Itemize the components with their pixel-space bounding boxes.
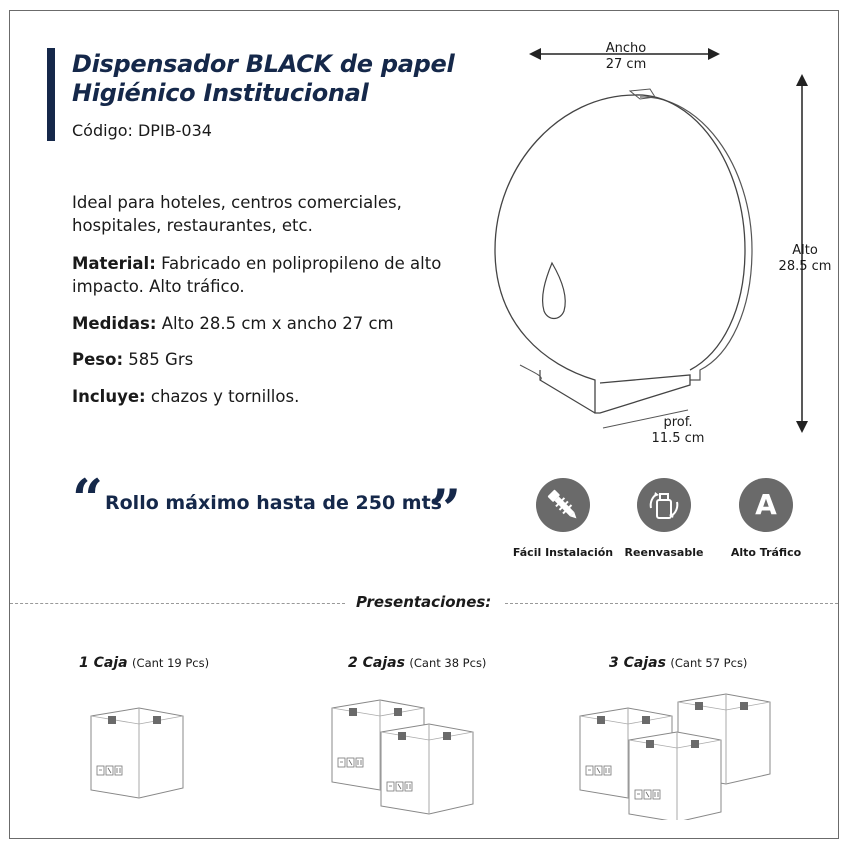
feature-refillable	[609, 478, 719, 559]
product-description: Ideal para hoteles, centros comerciales, hospitales, restaurantes, etc.	[72, 193, 402, 235]
divider-left	[10, 603, 345, 604]
height-dimension	[775, 243, 835, 275]
quote-open-mark: “	[72, 467, 104, 531]
width-label: Ancho	[605, 41, 647, 56]
product-title	[72, 50, 454, 108]
pack-3-label	[609, 655, 747, 671]
height-value: 28.5 cm	[778, 259, 832, 274]
spec-material	[72, 252, 462, 298]
spec-label: Material:	[72, 254, 156, 273]
title-line-2: Higiénico Institucional	[72, 79, 369, 107]
feature-label: Fácil Instalación	[512, 546, 614, 559]
depth-value: 11.5 cm	[651, 431, 705, 446]
refill-icon	[637, 478, 691, 532]
pack-name: 2 Cajas	[348, 655, 405, 671]
spec-value: Alto 28.5 cm x ancho 27 cm	[156, 314, 394, 333]
product-code: Código: DPIB-034	[72, 121, 212, 140]
screw-icon	[536, 478, 590, 532]
spec-includes	[72, 385, 462, 408]
height-label: Alto	[792, 243, 818, 258]
spec-label: Incluye:	[72, 387, 146, 406]
depth-dimension	[645, 415, 711, 447]
spec-value: 585 Grs	[123, 350, 194, 369]
spec-value: Fabricado en polipropileno de alto impacto. Alto tráfico.	[72, 254, 442, 296]
pack-2-label	[348, 655, 486, 671]
quote-text: Rollo máximo hasta de 250 mts	[105, 492, 442, 514]
spec-measures	[72, 312, 462, 335]
title-accent-bar	[47, 48, 55, 141]
pack-qty: (Cant 19 Pcs)	[132, 656, 210, 670]
dispenser-back-outline	[640, 97, 752, 380]
dispenser-window	[543, 263, 566, 319]
pack-name: 3 Cajas	[609, 655, 666, 671]
feature-label: Reenvasable	[624, 546, 704, 559]
width-value: 27 cm	[605, 57, 647, 72]
letter-a-icon	[739, 478, 793, 532]
box-3c	[629, 732, 721, 820]
box-2b	[381, 724, 473, 814]
feature-easy-install	[508, 478, 618, 559]
pack-1-label	[79, 655, 209, 671]
feature-label: Alto Tráfico	[730, 546, 802, 559]
spec-label: Medidas:	[72, 314, 157, 333]
width-dimension	[595, 41, 657, 73]
feature-high-traffic	[711, 478, 821, 559]
box-1a	[91, 708, 183, 798]
divider-right	[505, 603, 838, 604]
spec-value: chazos y tornillos.	[145, 387, 300, 406]
presentations-title: Presentaciones:	[356, 593, 492, 611]
pack-qty: (Cant 57 Pcs)	[670, 656, 748, 670]
pack-qty: (Cant 38 Pcs)	[409, 656, 487, 670]
spec-label: Peso:	[72, 350, 124, 369]
dispenser-front-outline	[495, 95, 690, 413]
depth-label: prof.	[663, 415, 693, 430]
boxes-illustration	[0, 690, 851, 820]
spec-weight	[72, 348, 462, 371]
quote-close-mark: ”	[430, 477, 462, 541]
title-line-1: Dispensador BLACK de papel	[72, 50, 455, 78]
pack-name: 1 Caja	[79, 655, 128, 671]
letter-a-glyph: A	[755, 488, 777, 521]
